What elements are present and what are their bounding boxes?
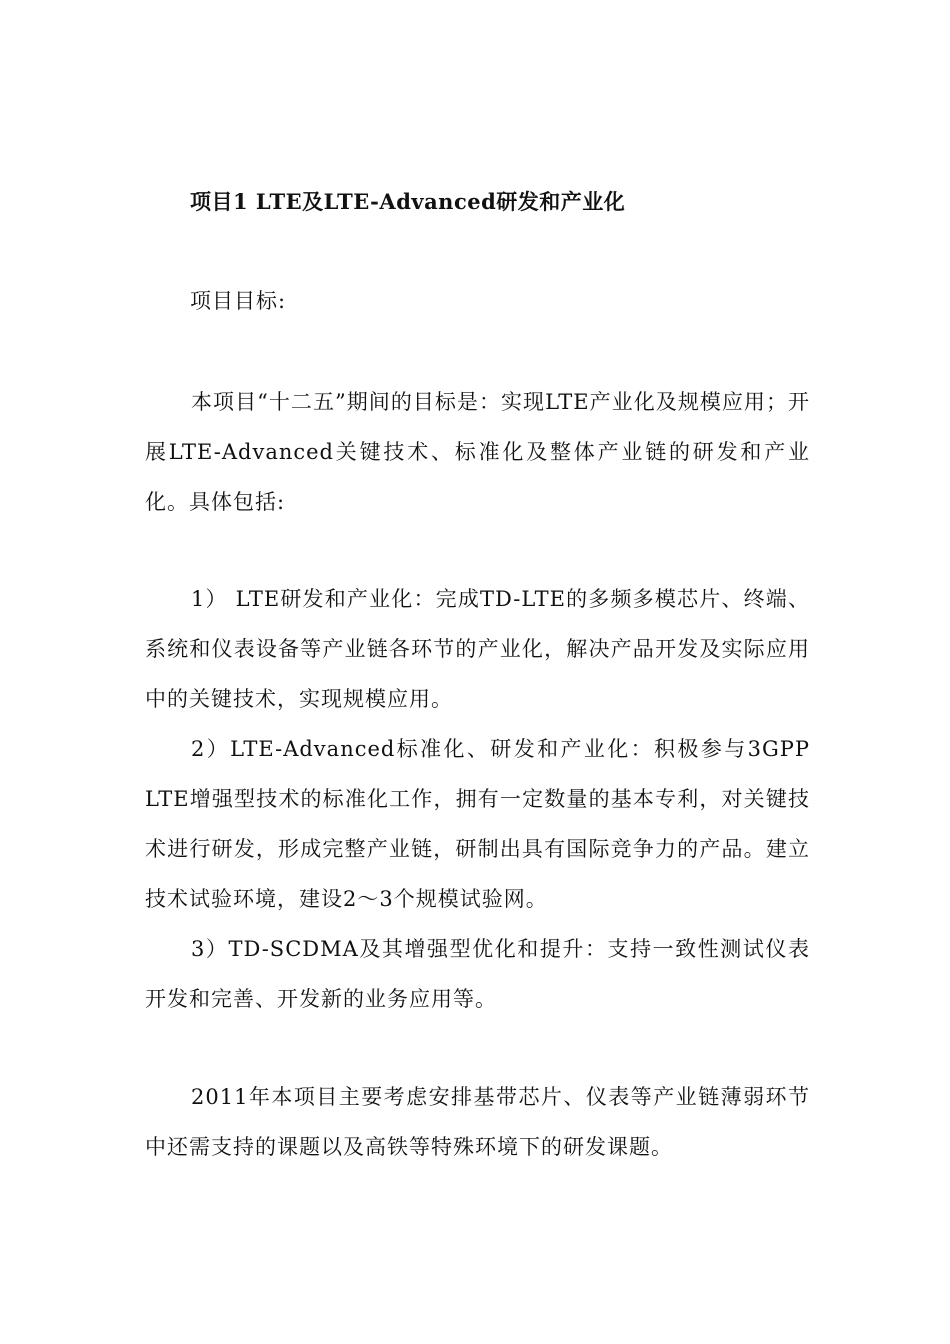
goal-label: 项目目标: — [190, 289, 287, 313]
intro-paragraph: 本项目“十二五”期间的目标是：实现LTE产业化及规模应用；开展LTE-Advanced关键技术、标准化及整体产业链的研发和产业化。具体包括: — [145, 390, 810, 514]
project-title: 项目1 LTE及LTE-Advanced研发和产业化 — [190, 189, 626, 214]
summary-paragraph: 2011年本项目主要考虑安排基带芯片、仪表等产业链薄弱环节中还需支持的课题以及高铁等特殊环境下的研发课题。 — [145, 1085, 810, 1159]
item-2-paragraph: 2）LTE-Advanced标准化、研发和产业化：积极参与3GPP LTE增强型技术的标准化工作，拥有一定数量的基本专利，对关键技术进行研发，形成完整产业链，研制出具有国际竞争力的产品。建立技术试验环境，建设2～3个规模试验网。 — [145, 737, 810, 911]
item-3-paragraph: 3）TD-SCDMA及其增强型优化和提升：支持一致性测试仪表开发和完善、开发新的业务应用等。 — [145, 937, 810, 1011]
item-1-paragraph: 1） LTE研发和产业化：完成TD-LTE的多频多模芯片、终端、系统和仪表设备等产业链各环节的产业化，解决产品开发及实际应用中的关键技术，实现规模应用。 — [145, 587, 810, 711]
